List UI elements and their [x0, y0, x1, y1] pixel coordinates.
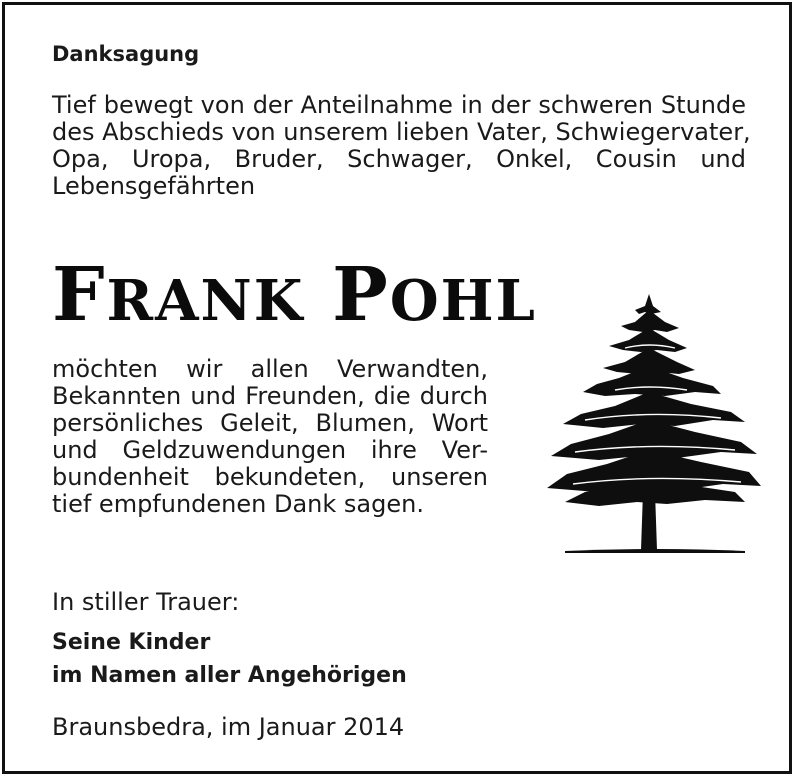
first-name-initial: F — [52, 252, 107, 338]
place-date: Braunsbedra, im Januar 2014 — [52, 713, 405, 741]
fir-tree-icon — [545, 292, 765, 554]
last-name-rest: OHL — [389, 268, 537, 334]
first-name-rest: RANK — [106, 268, 305, 334]
first-name — [52, 252, 304, 338]
intro-line: des Abschieds von unserem lieben Vater, Schwiegervater, — [52, 118, 751, 146]
thanks-line: tief empfundenen Dank sagen. — [52, 490, 424, 518]
intro-line: Opa, Uropa, Bruder, Schwager, Onkel, Cousin und — [52, 145, 746, 173]
thanks-line: bundenheit bekundeten, unseren — [52, 463, 488, 491]
intro-text — [52, 91, 751, 200]
signature-line: im Namen aller Angehörigen — [52, 663, 407, 688]
signature-line: Seine Kinder — [52, 630, 211, 655]
signature-block — [52, 626, 407, 692]
last-name — [332, 252, 537, 338]
intro-line: Tief bewegt von der Anteilnahme in der schweren Stunde — [52, 91, 746, 119]
thanks-line: persönliches Geleit, Blumen, Wort — [52, 409, 488, 437]
notice-heading: Danksagung — [52, 42, 200, 66]
mourning-line: In stiller Trauer: — [52, 588, 240, 616]
intro-line: Lebensgefährten — [52, 172, 256, 200]
thanks-line: Bekannten und Freunden, die durch — [52, 382, 488, 410]
thanks-text — [52, 356, 488, 518]
thanks-line: und Geldzuwendungen ihre Ver- — [52, 436, 488, 464]
last-name-initial: P — [332, 252, 390, 338]
thanks-line: möchten wir allen Verwandten, — [52, 355, 488, 383]
deceased-name — [52, 252, 537, 341]
